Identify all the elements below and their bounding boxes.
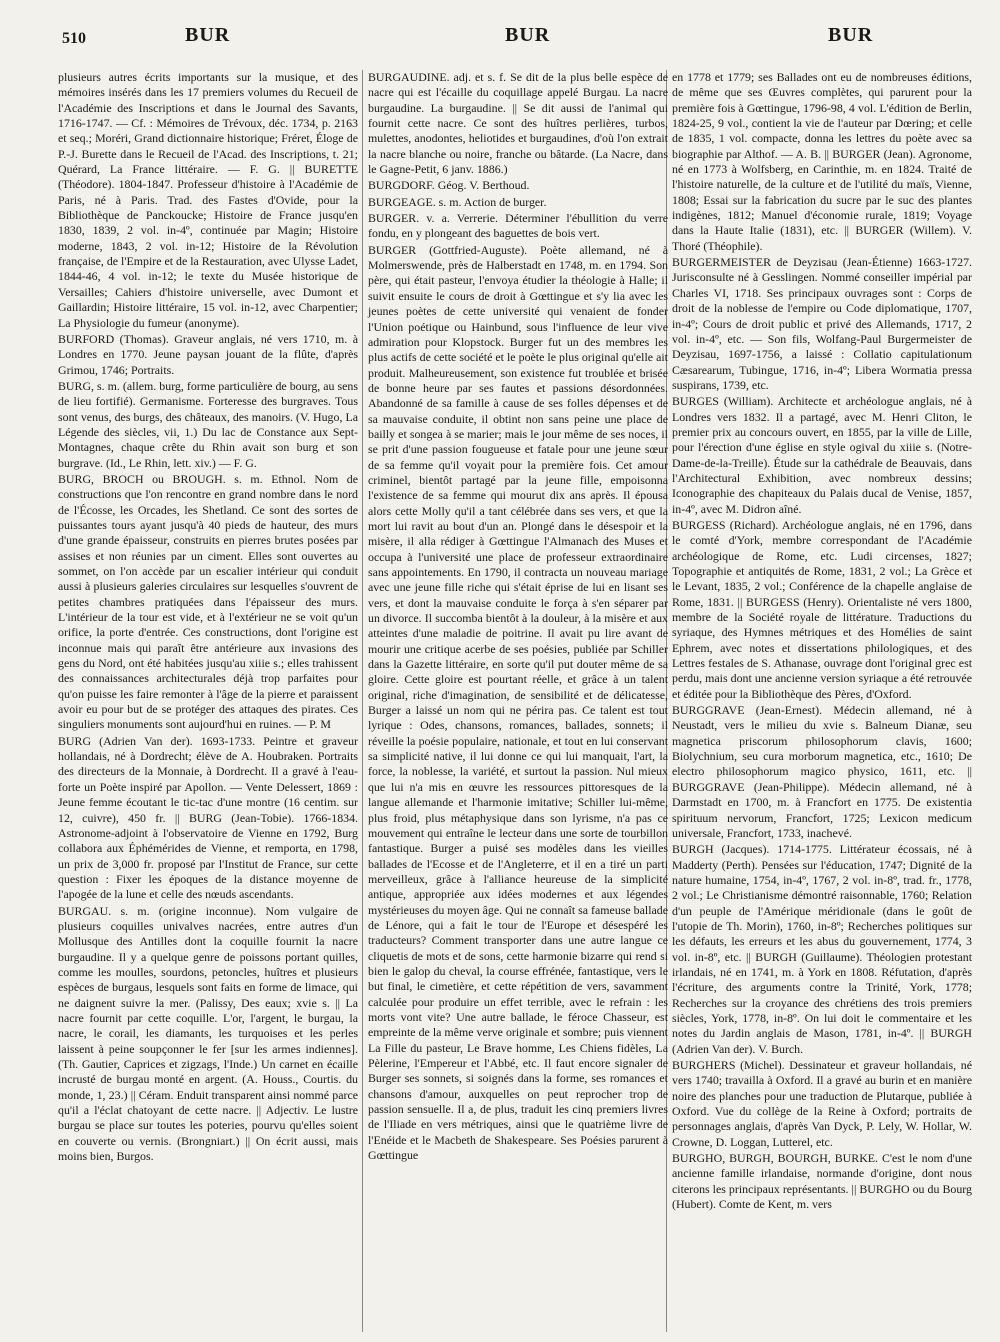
column-3 — [672, 70, 972, 1213]
entry-paragraph: BURGESS (Richard). Archéologue anglais, né en 1796, dans le comté d'York, membre correspondant de l'Académie archéologique de Rome, etc. Ludi circenses, 1827; Topographie et antiquités de Rome, 1831, 2 vol.; La Grèce et le Levant, 1835, 2 vol.; Conférence de la chapelle anglaise de Rome, 1831. || BURGESS (Henry). Orientaliste né vers 1800, membre de la Société royale de littérature. Traductions du syriaque, des Hymnes métriques et des Homélies de saint Ephrem, avec notes et dissertations philologiques, et des Lettres festales de S. Athanase, ouvrage dont l'original grec est perdu, mais dont une ancienne version syriaque a été retrouvée et éditée pour la Bibliothèque des Pères, d'Oxford. — [672, 517, 972, 701]
entry-paragraph: BURGAUDINE. adj. et s. f. Se dit de la plus belle espèce de nacre qui est l'écaille du coquillage appelé Burgau. La nacre burgaudine. La burgaudine. || Se dit aussi de l'animal qui fournit cette nacre. Ce sont des huîtres perlières, turbos, mulettes, anodontes, heliotides et burgaudines, d'où l'on extrait la nacre blanche ou noire, franche ou bâtarde. (La Nacre, dans le Gagne-Petit, 6 janv. 1886.) — [368, 70, 668, 177]
entry-paragraph: BURG (Adrien Van der). 1693-1733. Peintre et graveur hollandais, né à Dordrecht; élève de A. Houbraken. Portraits des directeurs de la Monnaie, à Dordrecht. Il a gravé à l'eau-forte un Poète inspiré par Apollon. — Vente Delessert, 1869 : Jeune femme écoutant le tic-tac d'une montre (16 centim. sur 12, cuivre), 450 fr. || BURG (Jean-Tobie). 1766-1834. Astronome-adjoint à l'observatoire de Vienne en 1792, Burg collabora aux Éphémérides de Vienne, et remporta, en 1798, un prix de 3,000 fr. proposé par l'Institut de France, sur cette question : Fixer les époques de la distance moyenne de l'apogée de la lune et celle des nœuds ascendants. — [58, 733, 358, 902]
entry-paragraph: BURGH (Jacques). 1714-1775. Littérateur écossais, né à Madderty (Perth). Pensées sur l'éducation, 1747; Dignité de la nature humaine, 1754, in-4º, 1767, 2 vol. in-8º, trad. fr., 1778, 2 vol.; Le Christianisme démontré raisonnable, 1760; Relation d'un peuple de l'Amérique méridionale (dans le goût de l'utopie de Th. Morin), 1760, in-8º; Recherches politiques sur les défauts, les erreurs et les abus du gouvernement, 1774, 3 vol. in-8º, etc. || BURGH (Guillaume). Théologien protestant irlandais, né en 1741, m. à York en 1808. Réfutation, d'après l'écriture, des arguments contre la Trinité, York, 1778; Recherches sur la croyance des chrétiens des trois premiers siècles, York, 1778, in-8º. On lui doit le commentaire et les notes du Jardin anglais de Mason, 1781, in-4º. || BURGH (Adrien Van der). V. Burch. — [672, 842, 972, 1056]
column-1 — [58, 70, 358, 1165]
running-head-center: BUR — [505, 24, 551, 46]
entry-paragraph: BURGES (William). Architecte et archéologue anglais, né à Londres vers 1832. Il a partagé, avec M. Henri Cliton, le premier prix au concours ouvert, en 1855, par la ville de Lille, pour l'érection d'une église en style ogival du xiiie s. (Notre-Dame-de-la-Treille). Étude sur la cathédrale de Beauvais, dans l'Architectural Exhibition, avec nombreux dessins; Iconographie des chapiteaux du Palais ducal de Venise, 1857, in-4º, avec M. Didron aîné. — [672, 394, 972, 516]
entry-paragraph: BURGHERS (Michel). Dessinateur et graveur hollandais, né vers 1740; travailla à Oxford. Il a gravé au burin et en manière noire des planches pour une traduction de Plutarque, publiée à Oxford. Vue du collège de la Reine à Oxford; portraits de personnages anglais, d'après Van Dyck, P. Lely, W. Hollar, W. Crowne, D. Loggan, Lutterel, etc. — [672, 1058, 972, 1149]
entry-paragraph: plusieurs autres écrits importants sur la musique, et des mémoires insérés dans les 17 premiers volumes du Recueil de l'Académie des Inscriptions et dans le Journal des Savants, 1716-1747. — Cf. : Mémoires de Trévoux, déc. 1734, p. 2163 et seq.; Moréri, Grand dictionnaire historique; Fréret, Éloge de P.-J. Burette dans le Recueil de l'Acad. des Inscriptions, t. 21; Quérard, La France littéraire. — F. G. || BURETTE (Théodore). 1804-1847. Professeur d'histoire à l'Académie de Paris, né à Paris. Trad. des Fastes d'Ovide, pour la Bibliothèque de Panckoucke; Histoire de France jusqu'en 1830, 1839, 2 vol. in-4º, continuée par Magin; Histoire moderne, 1843, 2 vol. in-12; Histoire de la Révolution française, de l'Empire et de la Restauration, avec Ulysse Ladet, 1844-46, 4 vol. in-12; le texte du Musée historique de Versailles; Cahiers d'histoire universelle, avec Dumont et Gaillardin; Histoire littéraire, 15 vol. in-12, avec Charpentier; La Physiologie du fumeur (anonyme). — [58, 70, 358, 330]
column-2 — [368, 70, 668, 1164]
page-number: 510 — [62, 30, 86, 47]
entry-paragraph: BURGDORF. Géog. V. Berthoud. — [368, 178, 530, 193]
running-head-left: BUR — [185, 24, 231, 46]
entry-paragraph: en 1778 et 1779; ses Ballades ont eu de nombreuses éditions, de même que ses Œuvres complètes, qui parurent pour la première fois à Gœttingue, 1796-98, 4 vol. L'édition de Berlin, 1824-25, 9 vol., contient la vie de l'auteur par Dœring; et celle de 1835, 1 vol. compacte, donna les lettres du poète avec sa biographie par Althof. — A. B. || BURGER (Jean). Agronome, né en 1773 à Wolfsberg, en Carinthie, m. en 1824. Traité de l'histoire naturelle, de la culture et de l'utilité du maïs, Vienne, 1808; Essai sur la fabrication du sucre par le suc des plantes indigènes, 1812; Manuel d'économie rurale, 1819; Voyage dans la Haute Italie (1831), etc. || BURGER (Willem). V. Thoré (Théophile). — [672, 70, 972, 253]
entry-paragraph: BURGAU. s. m. (origine inconnue). Nom vulgaire de plusieurs coquilles univalves nacrées, entre autres d'un Mollusque des Antilles dont la coquille fournit la nacre burgaudine. Il y a quelque genre de poissons portant quilles, comme les moulles, sourdons, petoncles, huîtres et plusieurs espèces de burgaus, lesquels sont faits en forme de limace, qui ne daignent suivre la mer. (Palissy, Des eaux; xvie s. || La nacre fournit par cette coquille. L'or, l'argent, le burgau, la nacre, le corail, les diamants, les turquoises et les perles laissent à peine soupçonner le fer [sur les armes indiennes]. (Th. Gautier, Caprices et zigzags, l'Inde.) Un carnet en écaille incrusté de burgau monté en argent. (A. Houss., Courtis. du monde, 1, 23.) || Céram. Enduit transparent ainsi nommé parce qu'il a l'éclat chatoyant de cette nacre. || Adjectiv. Le lustre burgau se place sur toutes les poteries, pourvu qu'elles soient en couverte ou vernis. (Brongniart.) || On écrit aussi, mais moins bien, Burgos. — [58, 903, 358, 1164]
entry-paragraph: BURGER. v. a. Verrerie. Déterminer l'ébullition du verre fondu, en y plongeant des baguettes de bois vert. — [368, 211, 668, 241]
entry-paragraph: BURG, BROCH ou BROUGH. s. m. Ethnol. Nom de constructions que l'on rencontre en grand nombre dans le nord de l'Écosse, les Orcades, les Shetland. Ce sont des sortes de puissantes tours ayant jusqu'à 40 pieds de hauteur, des murs d'une grande épaisseur, construits en pierres brutes posées par assises et non réunies par un ciment. Elles sont ouvertes au sommet, on l'on accède par un escalier intérieur qui conduit aussi à plusieurs galeries circulaires sur lesquelles s'ouvrent de petites chambres pratiquées dans l'épaisseur des murs. L'intérieur de la tour est vide, et à l'extérieur ne se voit qu'un orifice, la porte d'entrée. Ces constructions, dont l'origine est inconnue mais qui paraît être antérieure aux invasions des gens du Nord, ont été habitées jusqu'au xiiie s.; elles trahissent des connaissances architecturales déjà trop parfaites pour qu'on puisse les faire remonter à l'âge de la pierre et paraissent avoir eu pour but de se protéger des attaques des pirates. Ces singuliers monuments sont aujourd'hui en ruines. — P. M — [58, 471, 358, 732]
entry-paragraph: BURGGRAVE (Jean-Ernest). Médecin allemand, né à Neustadt, vers le milieu du xvie s. Balneum Dianæ, seu magnetica priscorum philosophorum clavis, 1600; Biolychnium, seu cura morborum magnetica, etc., 1610; De electro philosophorum magico physico, 1611, etc. || BURGGRAVE (Jean-Philippe). Médecin allemand, né à Darmstadt en 1700, m. à Francfort en 1775. De existentia spirituum nervorum, Francfort, 1725; Lexicon medicum universale, Francfort, 1733, inachevé. — [672, 703, 972, 840]
entry-paragraph: BURGER (Gottfried-Auguste). Poète allemand, né à Molmerswende, près de Halberstadt en 1748, m. en 1794. Son père, qui était pasteur, l'envoya étudier la théologie à Halle; il suivit ensuite le cours de droit à Gœttingue et s'y lia avec les jeunes poètes de cette université qui venaient de fonder l'Union poétique ou Hainbund, sous l'influence de leur vive admiration pour Klopstock. Burger fut un des membres les plus actifs de cette société et le poète le plus original qu'elle ait produit. Malheureusement, son existence fut troublée et brisée de bonne heure par ses fautes et passions désordonnées. Abandonné de sa famille à cause de ses folles dépenses et de sa mauvaise conduite, il obtint non sans peine une place de bailly et songea à se marier; mais le jour même de ses noces, il se prit d'une passion fougueuse et fatale pour une jeune sœur de sa femme qu'il voyait pour la première fois. Cet amour criminel, bientôt partagé par la jeune fille, empoisonna l'existence de sa femme qui mourut dix ans après. Il épousa alors cette Molly qu'il a tant célébrée dans ses vers, et que la mort lui ravit au bout d'un an. Plongé dans le désespoir et la misère, il alla rédiger à Gœttingue l'Almanach des Muses et occupa à l'université une place de professeur extraordinaire sans appointements. En 1790, il contracta un nouveau mariage avec une jeune fille riche qui s'était éprise de lui en lisant ses vers, et dont la mauvaise conduite le força à s'en séparer par un divorce. Il succomba bientôt à la douleur, à la misère et aux atteintes d'une maladie de poitrine. Il avait pu lire avant de mourir une critique acerbe de ses poésies, publiée par Schiller dans la Gazette littéraire, en sorte qu'il put douter même de sa gloire. Cette gloire est pourtant réelle, et grâce à un talent original, riche d'imagination, de sensibilité et de délicatesse, Burger a laissé un nom qui ne périra pas. Ce talent est tout lyrique : Odes, chansons, romances, ballades, sonnets; il réveille la poésie populaire, nationale, et tout en lui conservant sa simplicité native, il lui donne ce qui lui manquait, l'art, la force, la noblesse, la variété, et surtout la passion. Nul mieux que lui n'a mis en œuvre les ressources pittoresques de la langue allemande et l'harmonie imitative; Schiller lui-même, plus froid, plus métaphysique dans son lyrisme, n'a pas ce mouvement qui entraîne le lecteur dans une sorte de tourbillon fantastique. Burger a puisé ses modèles dans les vieilles ballades de l'Ecosse et de l'Angleterre, et il en a tiré un parti merveilleux, grâce à l'alliance heureuse de la simplicité antique, appropriée aux idées modernes et aux légendes mystérieuses du moyen âge. Qui ne connaît sa fameuse ballade de Lénore, qui a fait le tour de l'Europe et désespéré les traducteurs? Comment transporter dans une autre langue ce cliquetis de mots et de sons, cette harmonie bizarre qui rend si bien le galop du cheval, la course effrénée, fantastique, vers le but final, le cimetière, et cette répétition de vers, savamment calculée pour produire un effet terrible, avec le refrain : les morts vont vite? Une autre ballade, le féroce Chasseur, est empreinte de la même verve originale et sombre; puis viennent La Fille du pasteur, Le Brave homme, Les Chiens fidèles, La Pèlerine, l'Empereur et l'Abbé, etc. Il faut encore signaler de Burger ses sonnets, si soignés dans la forme, ses romances et chansons d'amour, auxquelles on peut reprocher trop de passion sensuelle. Il a, de plus, traduit les cinq premiers livres de l'Iliade en vers métriques, ainsi que le quatrième livre de l'Enéide et le Macbeth de Shakespeare. Ses Poésies parurent à Gœttingue — [368, 242, 668, 1163]
entry-paragraph: BURGERMEISTER de Deyzisau (Jean-Étienne) 1663-1727. Jurisconsulte né à Gesslingen. Nommé conseiller impérial par Charles VI, 1718. Ses principaux ouvrages sont : Corps de droit de la noblesse de l'empire ou Code diplomatique, 1707, in-4º; Cours de droit public et privé des Allemands, 1717, 2 vol. in-4º, etc. — Son fils, Wolfang-Paul Burgermeister de Deyzisau, 1697-1756, a laissé : Collatio capitulationum Cæsarearum, Tubingue, 1716, in-4º; Libera Wormatia pressa suspirans, 1739, etc. — [672, 255, 972, 392]
entry-paragraph: BURGHO, BURGH, BOURGH, BURKE. C'est le nom d'une ancienne famille irlandaise, normande d'origine, dont nous citerons les principaux représentants. || BURGHO ou du Bourg (Hubert). Comte de Kent, m. vers — [672, 1151, 972, 1212]
running-head-right: BUR — [828, 24, 874, 46]
entry-paragraph: BURG, s. m. (allem. burg, forme particulière de bourg, au sens de lieu fortifié). Germanisme. Forteresse des burgraves. Tous sont venus, des burgs, des châteaux, des manoirs. (V. Hugo, La Légende des siècles, vii, 1.) Du lac de Constance aux Sept-Montagnes, chaque crête du Rhin avait son burg et son burgrave. (Id., Le Rhin, lett. xiv.) — F. G. — [58, 378, 358, 470]
entry-paragraph: BURFORD (Thomas). Graveur anglais, né vers 1710, m. à Londres en 1770. Jeune paysan jouant de la flûte, d'après Grimou, 1746; Portraits. — [58, 331, 358, 377]
page-header — [0, 22, 1000, 62]
column-divider — [362, 70, 363, 1332]
entry-paragraph: BURGEAGE. s. m. Action de burger. — [368, 194, 547, 209]
